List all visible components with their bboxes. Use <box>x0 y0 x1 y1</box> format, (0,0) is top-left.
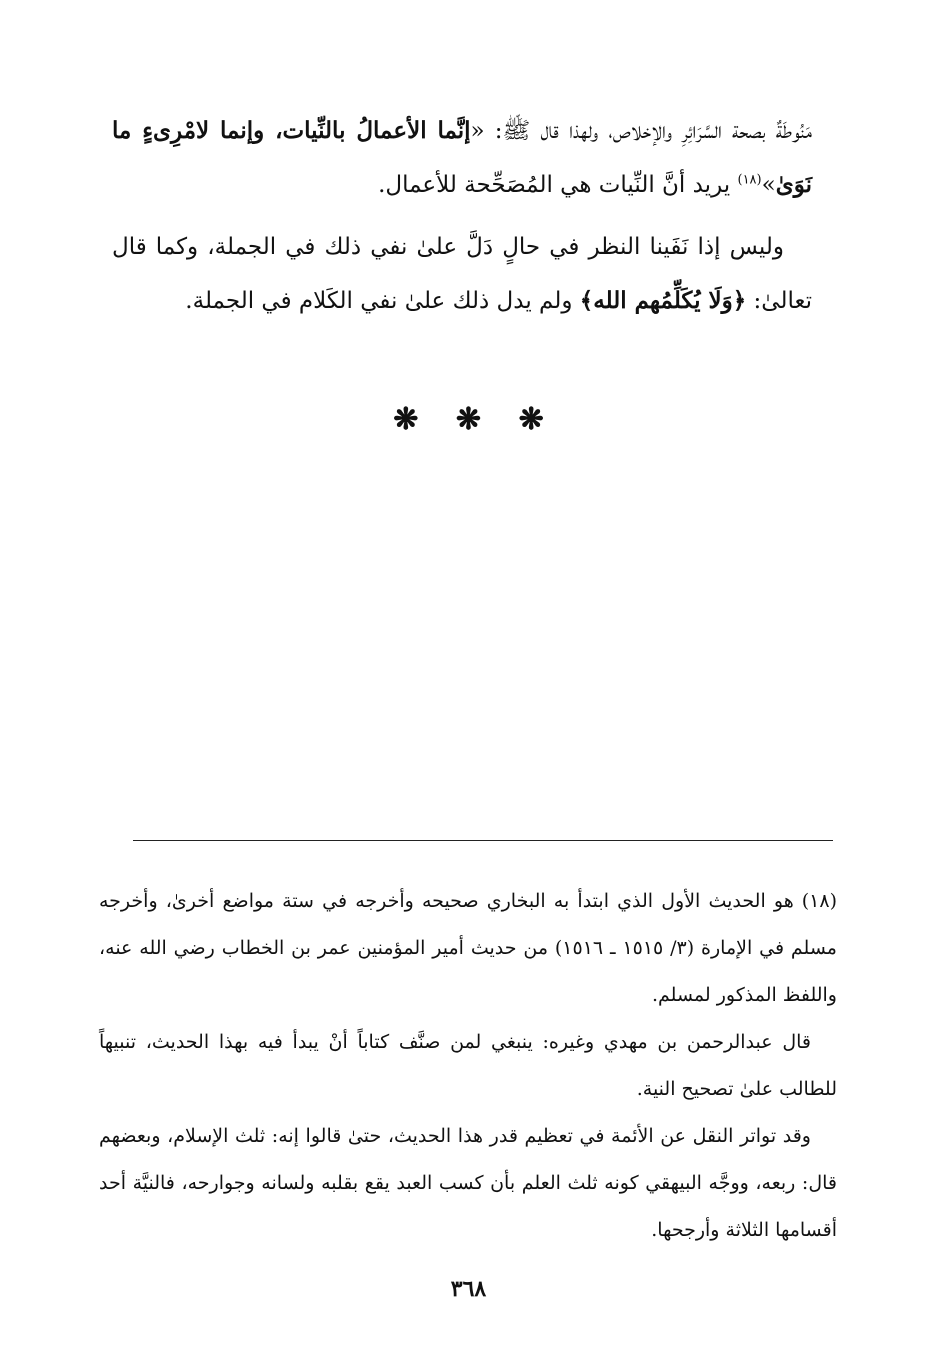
star-ornament-icon: ❋ <box>393 402 419 437</box>
star-ornament-icon: ❋ <box>455 402 482 437</box>
body-paragraph-1 <box>112 104 812 212</box>
paragraph-text: مَنُوطَةٌ بصحة السَّرَائِرِ والإخلاص، ولهذا قال ﷺ: « <box>470 118 812 144</box>
footnote-paragraph-1 <box>99 878 837 1019</box>
paragraph-text: يريد أنَّ النِّيات هي المُصَحِّحة للأعمال. <box>378 172 738 198</box>
body-paragraph-2 <box>112 220 812 328</box>
quran-verse: ﴿وَلَا يُكَلِّمُهم الله﴾ <box>579 287 747 314</box>
footnote-number: (١٨) <box>801 890 837 912</box>
star-ornament-icon: ❋ <box>518 402 544 437</box>
footnote-text: هو الحديث الأول الذي ابتدأ به البخاري صحيحه وأخرجه في ستة مواضع أخرىٰ، وأخرجه مسلم في الإمارة (٣/ ١٥١٥ ـ ١٥١٦) من حديث أمير المؤمنين عمر بن الخطاب رضي الله عنه، واللفظ المذكور لمسلم. <box>99 890 837 1006</box>
paragraph-text: ولم يدل ذلك علىٰ نفي الكَلام في الجملة. <box>185 288 580 314</box>
footnote-paragraph-3: وقد تواتر النقل عن الأئمة في تعظيم قدر هذا الحديث، حتىٰ قالوا إنه: ثلث الإسلام، وبعضهم قال: ربعه، ووجَّه البيهقي كونه ثلث العلم بأن كسب العبد يقع بقلبه ولسانه وجوارحه، فالنيَّة أحد أقسامها الثلاثة وأرجحها. <box>99 1125 837 1241</box>
paragraph-text: وليس إذا نَفَينا النظر في حالٍ دَلَّ علىٰ نفي ذلك في الجملة، وكما قال تعالىٰ: <box>112 234 812 314</box>
quote-close: » <box>761 172 776 198</box>
page-number: ٣٦٨ <box>450 1276 487 1302</box>
footnotes-section <box>99 878 837 1254</box>
footnote-paragraph-2: قال عبدالرحمن بن مهدي وغيره: ينبغي لمن صنَّف كتاباً أنْ يبدأ فيه بهذا الحديث، تنبيهاً للطالب علىٰ تصحيح النية. <box>99 1031 837 1100</box>
section-separator <box>0 402 937 437</box>
hadith-quote: إنَّما الأعمالُ بالنِّيات، وإنما لامْرِىءٍ ما نَوَىٰ <box>112 117 812 198</box>
footnote-divider <box>133 840 833 841</box>
footnote-reference[interactable]: (١٨) <box>737 172 762 188</box>
